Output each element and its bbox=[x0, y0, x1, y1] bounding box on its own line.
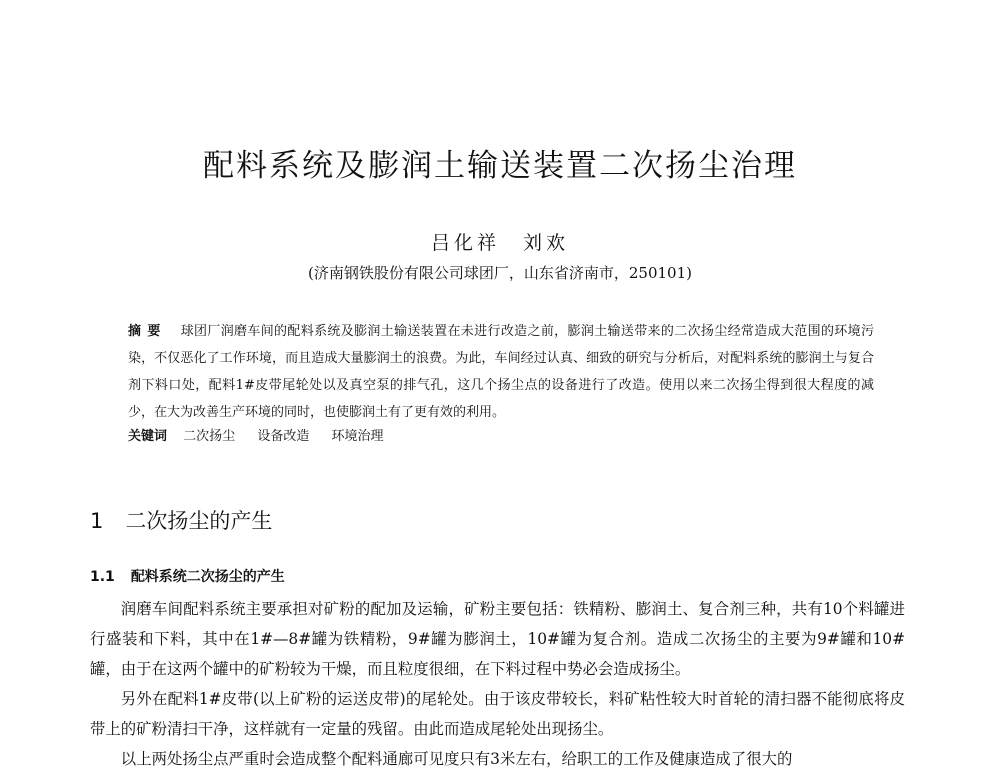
paragraph: 以上两处扬尘点严重时会造成整个配料通廊可见度只有3米左右，给职工的工作及健康造成了很大的 bbox=[120, 750, 793, 768]
affiliation: (济南钢铁股份有限公司球团厂，山东省济南市，250101) bbox=[308, 264, 692, 282]
abstract-label: 摘要 bbox=[128, 324, 167, 339]
subsection-title: 配料系统二次扬尘的产生 bbox=[130, 569, 285, 585]
authors: 吕化祥 刘欢 bbox=[430, 232, 569, 254]
section-heading bbox=[90, 505, 272, 535]
keywords-label: 关键词 bbox=[128, 429, 168, 444]
keyword: 环境治理 bbox=[331, 429, 384, 444]
paragraph: 润磨车间配料系统主要承担对矿粉的配加及运输，矿粉主要包括：铁精粉、膨润土、复合剂三种，共有10个料罐进行盛装和下料，其中在1#—8#罐为铁精粉，9#罐为膨润土，10#罐为复合剂。造成二次扬尘的主要为9#罐和10#罐，由于在这两个罐中的矿粉较为干燥，而且粒度很细，在下料过程中势必会造成扬尘。 bbox=[90, 600, 905, 678]
keyword: 二次扬尘 bbox=[183, 429, 236, 444]
subsection-number: 1.1 bbox=[90, 569, 115, 585]
keyword: 设备改造 bbox=[257, 429, 310, 444]
paragraph: 另外在配料1#皮带(以上矿粉的运送皮带)的尾轮处。由于该皮带较长，料矿粘性较大时首轮的清扫器不能彻底将皮带上的矿粉清扫干净，这样就有一定量的残留。由此而造成尾轮处出现扬尘。 bbox=[90, 690, 905, 738]
abstract-text: 球团厂润磨车间的配料系统及膨润土输送装置在未进行改造之前，膨润土输送带来的二次扬尘经常造成大范围的环境污染，不仅恶化了工作环境，而且造成大量膨润土的浪费。为此，车间经过认真、细致的研究与分析后，对配料系统的膨润土与复合剂下料口处，配料1#皮带尾轮处以及真空泵的排气孔，这几个扬尘点的设备进行了改造。使用以来二次扬尘得到很大程度的减少，在大为改善生产环境的同时，也使膨润土有了更有效的利用。 bbox=[128, 324, 874, 420]
subsection-heading bbox=[90, 566, 285, 586]
section-title: 二次扬尘的产生 bbox=[125, 509, 273, 533]
paper-title: 配料系统及膨润土输送装置二次扬尘治理 bbox=[203, 148, 797, 184]
body-text bbox=[90, 594, 905, 774]
abstract bbox=[128, 318, 874, 426]
section-number: 1 bbox=[90, 509, 104, 533]
keywords bbox=[128, 425, 874, 444]
